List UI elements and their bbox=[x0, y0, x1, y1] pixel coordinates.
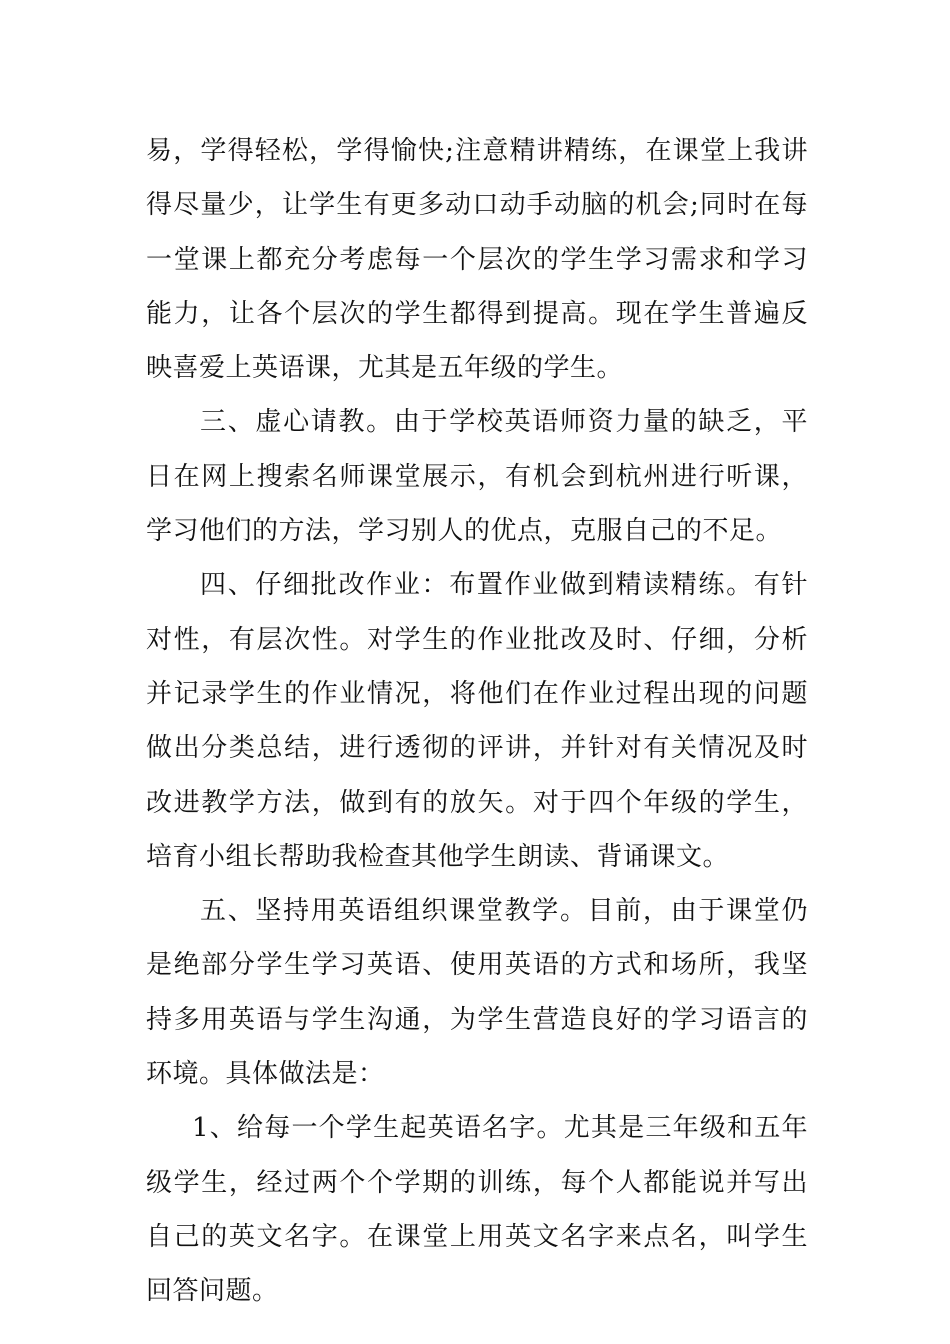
paragraph-section-4: 四、仔细批改作业：布置作业做到精读精练。有针对性，有层次性。对学生的作业批改及时、仔细，分析并记录学生的作业情况，将他们在作业过程出现的问题做出分类总结，进行透彻的评讲，并针对有关情况及时改进教学方法，做到有的放矢。对于四个年级的学生，培育小组长帮助我检查其他学生朗读、背诵课文。 bbox=[146, 570, 808, 872]
paragraph-item-1: 1、给每一个学生起英语名字。尤其是三年级和五年级学生，经过两个个学期的训练，每个人都能说并写出自己的英文名字。在课堂上用英文名字来点名，叫学生回答问题。 bbox=[146, 1113, 808, 1307]
paragraph-continued: 易，学得轻松，学得愉快;注意精讲精练，在课堂上我讲得尽量少，让学生有更多动口动手动脑的机会;同时在每一堂课上都充分考虑每一个层次的学生学习需求和学习能力，让各个层次的学生都得到提高。现在学生普遍反映喜爱上英语课，尤其是五年级的学生。 bbox=[146, 136, 808, 384]
paragraph-section-3: 三、虚心请教。由于学校英语师资力量的缺乏，平日在网上搜索名师课堂展示，有机会到杭州进行听课，学习他们的方法，学习别人的优点，克服自己的不足。 bbox=[146, 407, 808, 547]
document-body bbox=[146, 124, 808, 1319]
paragraph-section-5: 五、坚持用英语组织课堂教学。目前，由于课堂仍是绝部分学生学习英语、使用英语的方式和场所，我坚持多用英语与学生沟通，为学生营造良好的学习语言的环境。具体做法是： bbox=[146, 896, 808, 1090]
